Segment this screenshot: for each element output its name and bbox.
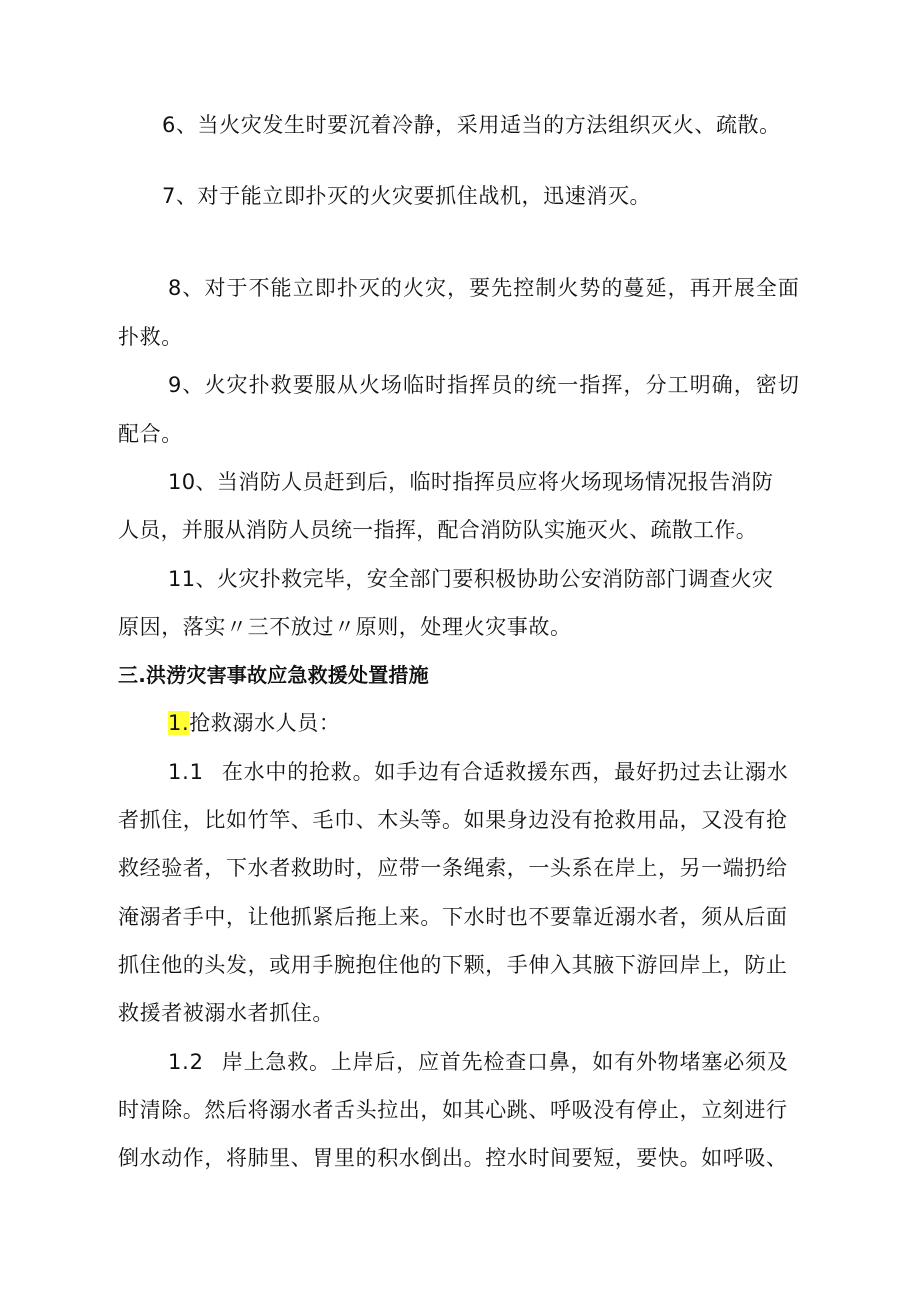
- item-1-1-line-4: 淹溺者手中，让他抓紧后拖上来。下水时也不要靠近溺水者，须从后面: [118, 905, 788, 929]
- paragraph-item-11-line-2: 原因，落实〃三不放过〃原则，处理火灾事故。: [118, 615, 572, 639]
- item-1-2-number: 1.2: [168, 1050, 204, 1074]
- item-1-number: 1.: [168, 711, 190, 735]
- paragraph-item-9-line-1: 9、火灾扑救要服从火场临时指挥员的统一指挥，分工明确，密切: [168, 373, 800, 397]
- paragraph-item-10-line-2: 人员，并服从消防人员统一指挥，配合消防队实施灭火、疏散工作。: [118, 518, 757, 542]
- item-1-1-line-2: 者抓住，比如竹竿、毛巾、木头等。如果身边没有抢救用品，又没有抢: [118, 808, 788, 832]
- item-1-1-line-5: 抓住他的头发，或用手腕抱住他的下颗，手伸入其腋下游回岸上，防止: [118, 953, 788, 977]
- item-1-2-line-2: 时清除。然后将溺水者舌头拉出，如其心跳、呼吸没有停止，立刻进行: [118, 1098, 788, 1122]
- item-1-2-line-3: 倒水动作，将肺里、胃里的积水倒出。控水时间要短，要快。如呼吸、: [118, 1146, 788, 1170]
- item-1-2-text: 岸上急救。上岸后，应首先检查口鼻，如有外物堵塞必须及: [221, 1050, 789, 1074]
- item-1-1-line-3: 救经验者，下水者救助时，应带一条绳索，一头系在岸上，另一端扔给: [118, 856, 788, 880]
- item-1-label: 抢救溺水人员：: [189, 711, 341, 735]
- paragraph-item-9-line-2: 配合。: [118, 422, 183, 446]
- paragraph-item-8-line-2: 扑救。: [118, 325, 183, 349]
- paragraph-item-6: 6、当火灾发生时要沉着冷静，采用适当的方法组织灭火、疏散。: [162, 113, 781, 137]
- item-1-1-text: 在水中的抢救。如手边有合适救援东西，最好扔过去让溺水: [221, 760, 789, 784]
- paragraph-item-11-line-1: 11、火灾扑救完毕，安全部门要积极协助公安消防部门调查火灾: [168, 567, 774, 591]
- item-1-2-line-1: [168, 1047, 789, 1077]
- item-1-1-line-6: 救援者被溺水者抓住。: [118, 1001, 334, 1025]
- paragraph-item-8-line-1: 8、对于不能立即扑灭的火灾，要先控制火势的蔓延，再开展全面: [168, 276, 800, 300]
- paragraph-item-7: 7、对于能立即扑灭的火灾要抓住战机，迅速消灭。: [162, 184, 652, 208]
- item-1: [168, 708, 340, 738]
- item-1-1-number: 1.1: [168, 760, 204, 784]
- item-1-1-line-1: [168, 757, 789, 787]
- section-heading: 三.洪涝灾害事故应急救援处置措施: [118, 663, 429, 687]
- paragraph-item-10-line-1: 10、当消防人员赶到后，临时指挥员应将火场现场情况报告消防: [168, 470, 774, 494]
